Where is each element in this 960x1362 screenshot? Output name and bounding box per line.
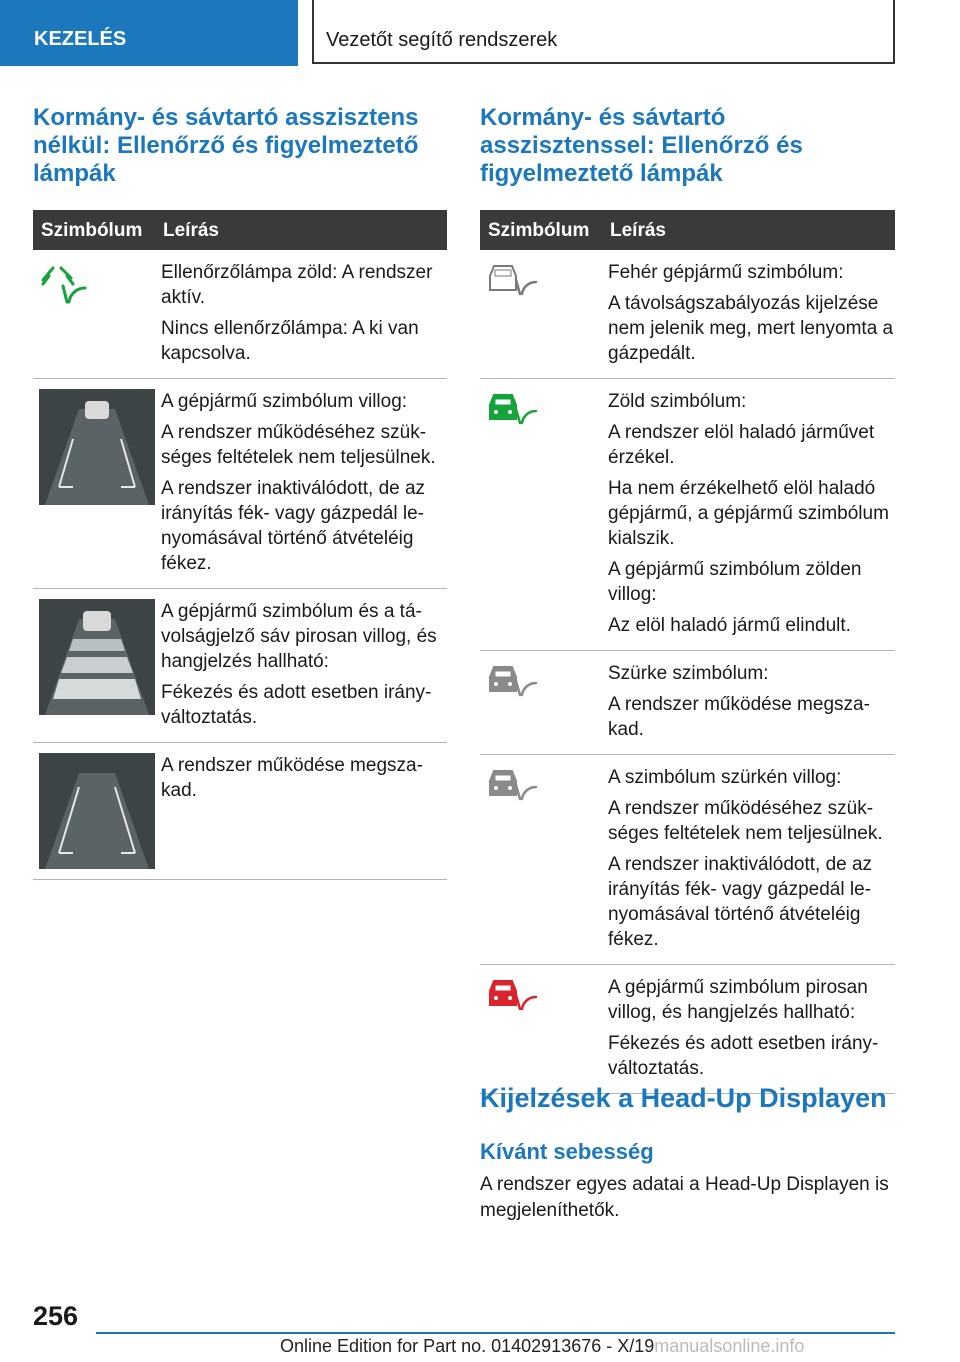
row-text: A rendszer működése megszakad. [608,694,870,740]
row-text: Nincs ellenőrzőlámpa: A ki van kapcsolva. [161,318,419,364]
column-header-description: Leírás [161,210,447,250]
table-row [33,589,447,743]
right-column [480,104,895,1094]
hud-subsection-title: Kívánt sebesség [480,1139,654,1164]
edition-text: Online Edition for Part no. 01402913676 - X/19 [280,1336,655,1356]
row-text: A gépjármű szimbólum villog: [161,391,408,412]
row-text: A gépjármű szimbólum zölden villog: [608,559,862,605]
row-text: Fékezés és adott esetben irányváltoztatás. [161,682,432,728]
row-text: A rendszer működéséhez szükséges feltételek nem teljesülnek. [161,422,436,468]
vehicle-steering-white-icon [486,260,542,300]
row-text: A rendszer működéséhez szükséges feltételek nem teljesülnek. [608,798,883,844]
column-header-symbol: Szimbólum [33,210,161,250]
empty-lanes-display-image [39,753,155,869]
row-text: Szürke szimbólum: [608,663,769,684]
table-row [480,379,895,651]
row-text: A gépjármű szimbólum és a távolságjelző sáv pirosan villog, és hangjelzés hallható: [161,601,437,672]
left-section-title: Kormány- és sávtartó asszisztens nélkül: Ellenőrző és figyelmeztető lámpák [33,104,419,187]
table-row [480,651,895,755]
vehicle-steering-gray-icon [486,765,542,805]
row-text: A rendszer elöl haladó járművet érzékel. [608,422,875,468]
table-row [480,965,895,1094]
section-tab: KEZELÉS [0,0,298,66]
row-text: A szimbólum szürkén villog: [608,767,842,788]
table-row [33,379,447,589]
row-text: A távolságszabályozás kijelzése nem jelenik meg, mert lenyomta a gázpedált. [608,293,894,364]
footer-divider [96,1332,895,1334]
vehicle-distance-bars-image [39,599,155,715]
table-row [480,250,895,379]
table-row [33,250,447,379]
vehicle-lanes-display-image [39,389,155,505]
row-text: Az elöl haladó jármű elindult. [608,615,851,636]
vehicle-steering-gray-icon [486,661,542,701]
row-text: A rendszer inaktiválódott, de az irányítás fék- vagy gázpedál lenyomásával történő átvételéig fékez. [161,478,426,574]
left-column [33,104,447,880]
hud-body-text: A rendszer egyes adatai a Head-Up Displayen is megjeleníthetők. [480,1174,889,1221]
row-text: A rendszer működése megszakad. [161,755,423,801]
chapter-title: Vezetőt segítő rendszerek [312,0,895,64]
row-text: A rendszer inaktiválódott, de az irányítás fék- vagy gázpedál lenyomásával történő átvételéig fékez. [608,854,873,950]
hud-section-title: Kijelzések a Head-Up Displayen [480,1083,887,1113]
steering-assist-green-icon [39,264,99,308]
row-text: Fehér gépjármű szimbólum: [608,262,844,283]
vehicle-steering-red-icon [486,975,542,1015]
row-text: Zöld szimbólum: [608,391,747,412]
right-section-title: Kormány- és sávtartó asszisztenssel: Ellenőrző és figyelmeztető lámpák [480,104,803,187]
column-header-symbol: Szimbólum [480,210,608,250]
row-text: Ha nem érzékelhető elöl haladó gépjármű, a gépjármű szimbólum kialszik. [608,478,889,549]
page-number: 256 [33,1301,79,1331]
row-text: Ellenőrzőlámpa zöld: A rendszer aktív. [161,262,433,308]
row-text: A gépjármű szimbólum pirosan villog, és hangjelzés hallható: [608,977,868,1023]
vehicle-steering-green-icon [486,389,542,429]
watermark-text: manualsonline.info [654,1336,805,1356]
right-symbol-table [480,210,895,1094]
footer-edition [280,1336,804,1357]
table-row [480,755,895,965]
row-text: Fékezés és adott esetben irányváltoztatás. [608,1033,879,1079]
left-symbol-table [33,210,447,880]
table-row [33,743,447,880]
column-header-description: Leírás [608,210,895,250]
